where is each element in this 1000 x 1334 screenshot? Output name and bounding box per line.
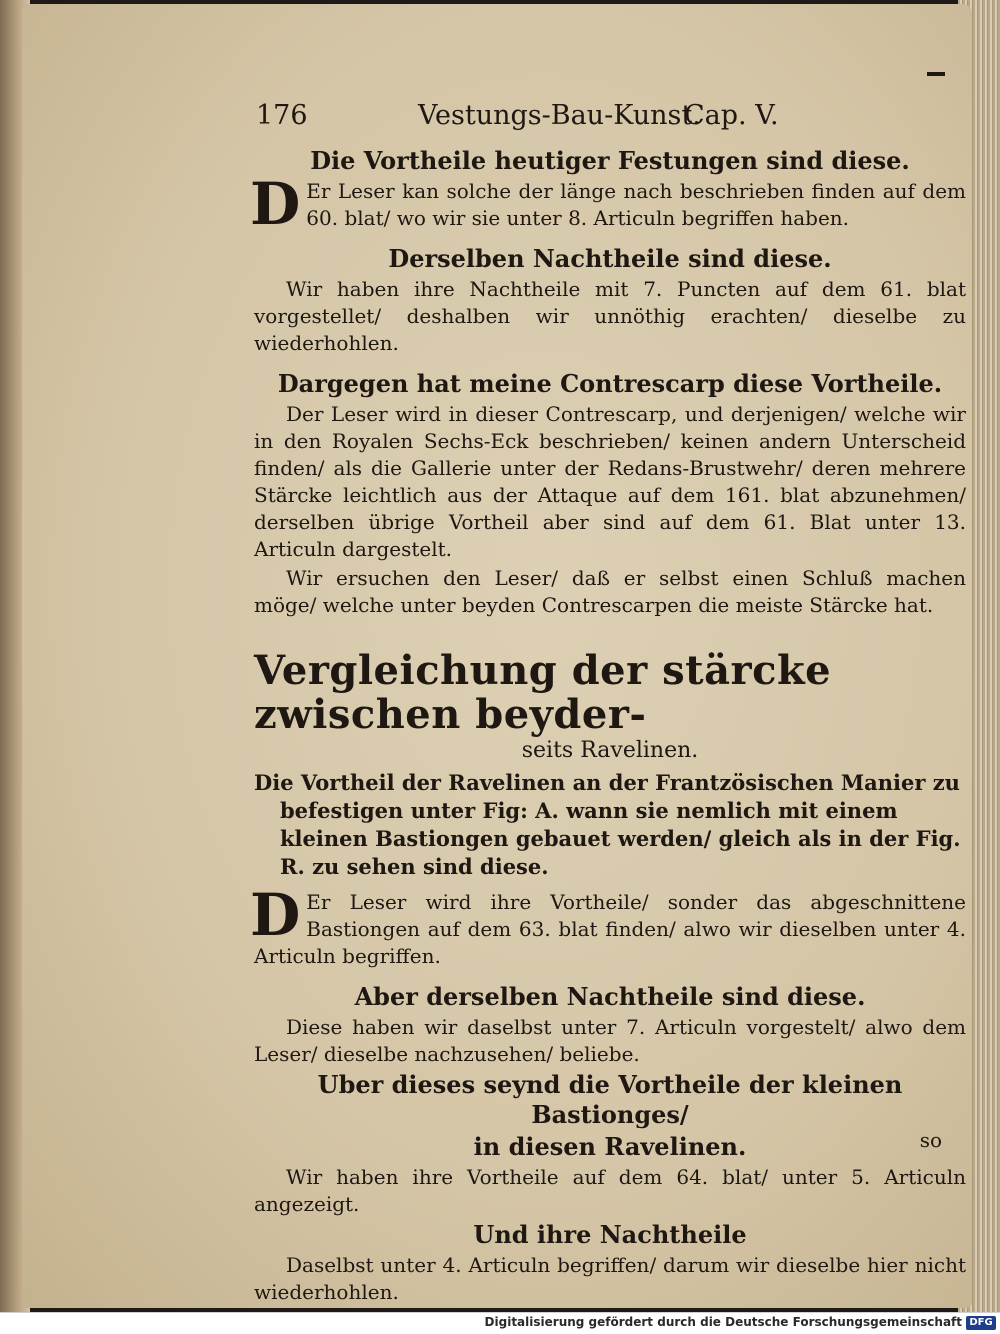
section-heading: Derselben Nachtheile sind diese.	[388, 244, 832, 273]
book-page	[22, 4, 972, 1308]
chapter-heading: Vergleichung der stärcke zwischen beyder-	[254, 647, 832, 738]
section-heading: Uber dieses seynd die Vortheile der kleinen Bastionges/	[317, 1070, 903, 1129]
paragraph: Wir haben ihre Nachtheile mit 7. Puncten auf dem 61. blat vorgestellet/ deshalben wir unnöthig erachten/ dieselbe zu wiederhohlen.	[254, 277, 966, 355]
chapter-heading-continued: seits Ravelinen.	[521, 738, 699, 763]
paragraph: Wir haben ihre Vortheile auf dem 64. blat/ unter 5. Articuln angezeigt.	[254, 1165, 966, 1216]
section-heading: Aber derselben Nachtheile sind diese.	[354, 982, 866, 1011]
catchword: so	[919, 1128, 942, 1152]
chapter-label: Cap. V.	[684, 100, 779, 131]
section-heading: Die Vortheile heutiger Festungen sind diese.	[310, 146, 910, 175]
drop-cap: D	[250, 170, 301, 238]
section-heading: Dargegen hat meine Contrescarp diese Vortheile.	[277, 369, 943, 398]
paragraph-text: Er Leser wird ihre Vortheile/ sonder das abgeschnittene Bastiongen auf dem 63. blat finden/ alwo wir dieselben unter 4. Articuln begriffen.	[254, 890, 966, 968]
funding-credit: Digitalisierung gefördert durch die Deutsche Forschungsgemeinschaft	[484, 1315, 962, 1329]
paragraph: Daselbst unter 4. Articuln begriffen/ darum wir dieselbe hier nicht wiederhohlen.	[254, 1253, 966, 1304]
dfg-logo: DFG	[966, 1316, 996, 1330]
paragraph: Diese haben wir daselbst unter 7. Articuln vorgestelt/ alwo dem Leser/ dieselbe nachzusehen/ beliebe.	[254, 1015, 966, 1066]
running-title: Vestungs-Bau-Kunst.	[418, 100, 701, 131]
section-heading: Und ihre Nachtheile	[473, 1220, 747, 1249]
section-heading: Die Vortheil der Ravelinen an der Frantzösischen Manier zu befestigen unter Fig: A. wann sie nemlich mit einem kleinen Bastiongen gebauet werden/ gleich als in der Fig. R. zu sehen sind diese.	[254, 770, 961, 879]
digitization-footer	[0, 1312, 1000, 1334]
paragraph-text: Er Leser kan solche der länge nach beschrieben finden auf dem 60. blat/ wo wir sie unter 8. Articuln begriffen haben.	[306, 179, 966, 230]
section-heading-continued: in diesen Ravelinen.	[473, 1132, 747, 1161]
paragraph: Der Leser wird in dieser Contrescarp, und derjenigen/ welche wir in den Royalen Sechs-Eck beschrieben/ keinen andern Unterscheid finden/ als die Gallerie unter der Redans-Brustwehr/ deren mehrere Stärcke leichtlich aus der Attaque auf dem 161. blat abzunehmen/ derselben übrige Vortheil aber sind auf dem 61. Blat unter 13. Articuln dargestelt.	[254, 402, 966, 561]
page-body	[250, 144, 966, 1308]
corner-mark	[927, 72, 945, 76]
paragraph: Wir ersuchen den Leser/ daß er selbst einen Schluß machen möge/ welche unter beyden Contrescarpen die meiste Stärcke hat.	[254, 566, 966, 617]
paragraph	[250, 170, 966, 238]
page-number: 176	[256, 100, 308, 131]
paragraph	[250, 881, 966, 970]
drop-cap: D	[250, 881, 301, 949]
